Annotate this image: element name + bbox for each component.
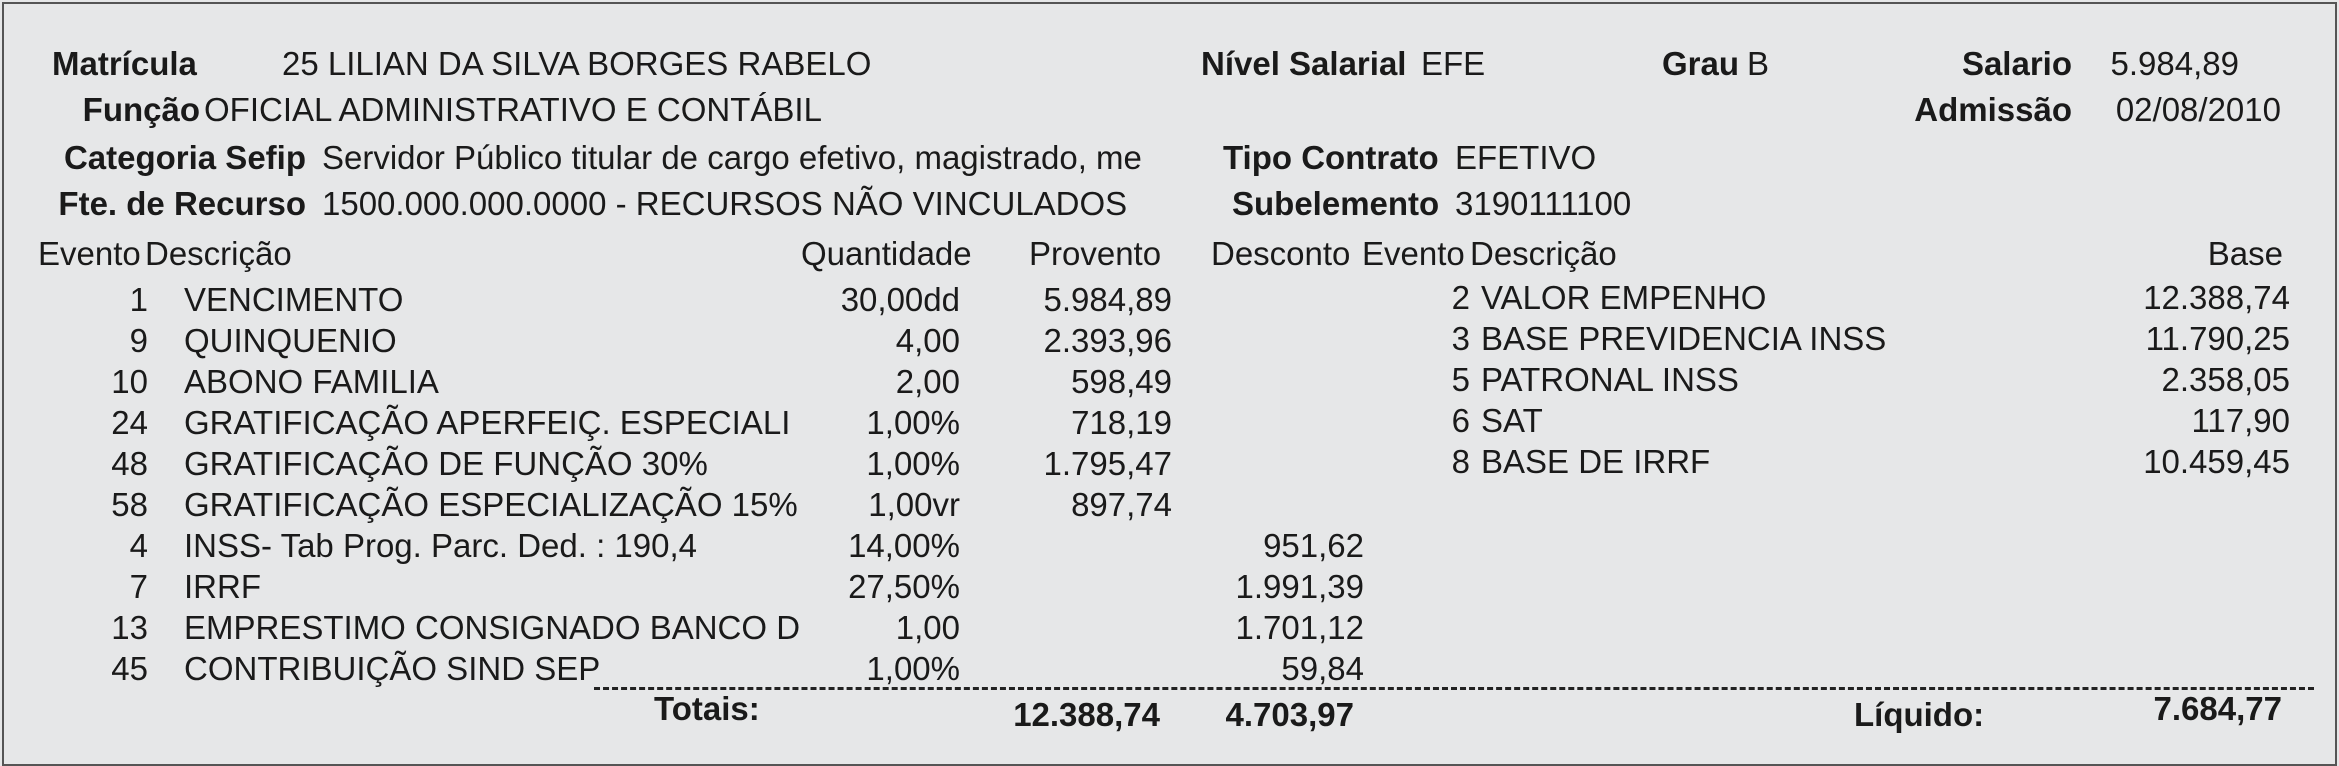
nivel-salarial-value: EFE	[1421, 45, 1486, 82]
event-quantity: 1,00%	[866, 404, 960, 441]
col-evento-header: Evento	[38, 235, 141, 272]
fonte-recurso-value: 1500.000.000.0000 - RECURSOS NÃO VINCULADOS	[322, 185, 1128, 222]
liquido-value: 7.684,77	[2153, 690, 2282, 727]
grau-value: B	[1747, 45, 1770, 82]
base-code: 5	[1451, 361, 1470, 398]
admissao-label: Admissão	[1914, 91, 2072, 128]
event-desconto: 59,84	[1281, 650, 1364, 687]
event-code: 58	[111, 486, 148, 523]
event-quantity: 4,00	[895, 322, 960, 359]
categoria-sefip-value: Servidor Público titular de cargo efetivo, magistrado, me	[322, 139, 1142, 176]
liquido-label: Líquido:	[1854, 696, 1985, 733]
base-value: 2.358,05	[2161, 361, 2290, 398]
subelemento-label: Subelemento	[1232, 185, 1440, 222]
event-code: 7	[129, 568, 148, 605]
col-desconto-header: Desconto	[1211, 235, 1351, 272]
tipo-contrato-value: EFETIVO	[1455, 139, 1597, 176]
event-quantity: 1,00%	[866, 650, 960, 687]
base-code: 8	[1451, 443, 1470, 480]
event-quantity: 1,00	[895, 609, 960, 646]
subelemento-value: 3190111100	[1455, 185, 1632, 222]
base-description: VALOR EMPENHO	[1481, 279, 1767, 316]
col-quantidade-header: Quantidade	[801, 235, 972, 272]
salario-label: Salario	[1961, 45, 2072, 82]
total-descontos: 4.703,97	[1225, 696, 1354, 733]
col-provento-header: Provento	[1029, 235, 1162, 272]
event-code: 48	[111, 445, 148, 482]
event-description: EMPRESTIMO CONSIGNADO BANCO D	[184, 609, 801, 646]
event-description: QUINQUENIO	[184, 322, 397, 359]
event-description: ABONO FAMILIA	[184, 363, 439, 400]
event-provento: 1.795,47	[1043, 445, 1172, 482]
event-code: 9	[129, 322, 148, 359]
event-code: 4	[129, 527, 148, 564]
col-descricao-header: Descrição	[145, 235, 292, 272]
salario-value: 5.984,89	[2110, 45, 2239, 82]
total-proventos: 12.388,74	[1013, 696, 1160, 733]
event-code: 1	[129, 281, 148, 318]
event-desconto: 1.991,39	[1235, 568, 1364, 605]
payslip-panel	[2, 2, 2337, 766]
matricula-value: 25 LILIAN DA SILVA BORGES RABELO	[282, 45, 872, 82]
event-provento: 598,49	[1071, 363, 1172, 400]
totals-divider	[594, 687, 2314, 690]
funcao-value: OFICIAL ADMINISTRATIVO E CONTÁBIL	[204, 91, 822, 128]
event-quantity: 14,00%	[848, 527, 960, 564]
base-description: SAT	[1481, 402, 1543, 439]
event-code: 10	[111, 363, 148, 400]
event-description: GRATIFICAÇÃO ESPECIALIZAÇÃO 15%	[184, 486, 798, 523]
event-description: CONTRIBUIÇÃO SIND SEP	[184, 650, 601, 687]
tipo-contrato-label: Tipo Contrato	[1223, 139, 1439, 176]
base-description: BASE DE IRRF	[1481, 443, 1711, 480]
event-description: GRATIFICAÇÃO DE FUNÇÃO 30%	[184, 445, 708, 482]
categoria-sefip-label: Categoria Sefip	[63, 139, 306, 176]
totals-label: Totais:	[654, 690, 760, 727]
event-description: INSS- Tab Prog. Parc. Ded. : 190,4	[184, 527, 697, 564]
event-quantity: 2,00	[895, 363, 960, 400]
funcao-label: Função	[82, 91, 200, 128]
event-quantity: 27,50%	[848, 568, 960, 605]
base-code: 2	[1451, 279, 1470, 316]
event-provento: 718,19	[1071, 404, 1172, 441]
event-desconto: 1.701,12	[1235, 609, 1364, 646]
base-code: 3	[1451, 320, 1470, 357]
event-quantity: 1,00%	[866, 445, 960, 482]
event-provento: 2.393,96	[1043, 322, 1172, 359]
event-description: IRRF	[184, 568, 261, 605]
matricula-label: Matrícula	[52, 45, 197, 82]
base-value: 12.388,74	[2143, 279, 2290, 316]
grau-label: Grau	[1662, 45, 1740, 82]
event-provento: 897,74	[1071, 486, 1172, 523]
event-quantity: 1,00vr	[868, 486, 960, 523]
col-descricao2-header: Descrição	[1470, 235, 1617, 272]
event-description: VENCIMENTO	[184, 281, 404, 318]
nivel-salarial-label: Nível Salarial	[1201, 45, 1407, 82]
fonte-recurso-label: Fte. de Recurso	[58, 185, 306, 222]
event-code: 13	[111, 609, 148, 646]
event-description: GRATIFICAÇÃO APERFEIÇ. ESPECIALI	[184, 404, 791, 441]
col-evento2-header: Evento	[1362, 235, 1465, 272]
event-desconto: 951,62	[1263, 527, 1364, 564]
base-value: 117,90	[2191, 402, 2290, 439]
event-code: 24	[111, 404, 148, 441]
base-description: BASE PREVIDENCIA INSS	[1481, 320, 1887, 357]
event-provento: 5.984,89	[1043, 281, 1172, 318]
admissao-value: 02/08/2010	[2115, 91, 2281, 128]
col-base-header: Base	[2207, 235, 2283, 272]
base-value: 10.459,45	[2143, 443, 2290, 480]
event-quantity: 30,00dd	[840, 281, 960, 318]
base-code: 6	[1451, 402, 1470, 439]
base-value: 11.790,25	[2145, 320, 2290, 357]
base-description: PATRONAL INSS	[1481, 361, 1739, 398]
event-code: 45	[111, 650, 148, 687]
